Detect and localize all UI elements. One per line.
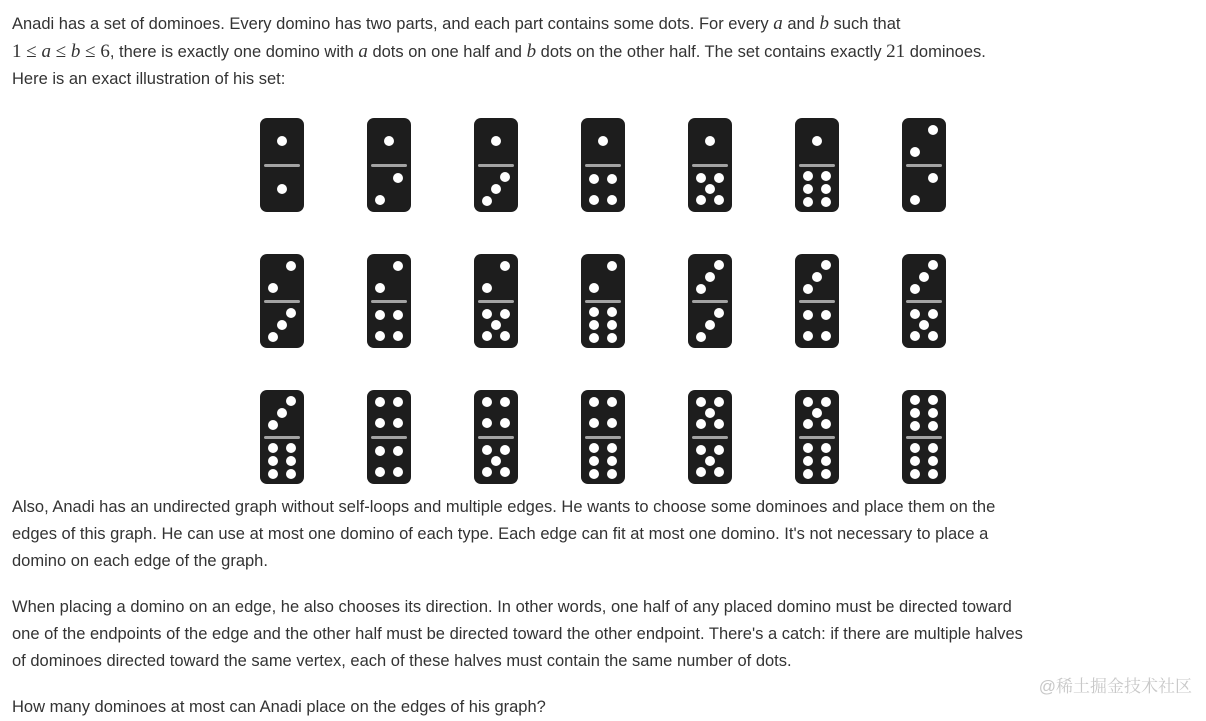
domino-1-1	[260, 118, 304, 212]
text-run: edges of this graph. He can use at most one domino of each type. Each edge can fit at most one domino. It's not necessary to place a	[12, 525, 989, 543]
pip	[375, 397, 385, 407]
pip	[482, 309, 492, 319]
pip	[714, 173, 724, 183]
pip	[607, 320, 617, 330]
domino-row	[260, 254, 946, 348]
pip	[375, 446, 385, 456]
domino-half-4	[367, 303, 411, 349]
math-run: b	[526, 41, 537, 62]
pip	[928, 443, 938, 453]
math-run: ≤	[80, 41, 101, 62]
text-run: one of the endpoints of the edge and the other half must be directed toward the other endpoint. There's a catch: if there are multiple halves	[12, 625, 1023, 643]
pip	[607, 174, 617, 184]
math-run: 6	[100, 41, 110, 62]
pip	[803, 469, 813, 479]
domino-half-2	[367, 254, 411, 300]
pip	[393, 331, 403, 341]
domino-half-1	[581, 118, 625, 164]
pip	[910, 309, 920, 319]
domino-half-1	[367, 118, 411, 164]
pip	[607, 261, 617, 271]
pip	[482, 196, 492, 206]
pip	[705, 456, 715, 466]
domino-6-6	[902, 390, 946, 484]
text-run: of dominoes directed toward the same vertex, each of these halves must contain the same number of dots.	[12, 652, 792, 670]
domino-half-1	[260, 118, 304, 164]
pip	[500, 172, 510, 182]
pip	[696, 419, 706, 429]
math-run: a	[41, 41, 51, 62]
pip	[589, 418, 599, 428]
domino-half-2	[902, 167, 946, 213]
text-run: How many dominoes at most can Anadi place on the edges of his graph?	[12, 698, 546, 716]
pip	[696, 467, 706, 477]
pip	[821, 397, 831, 407]
text-run: dominoes.	[905, 43, 986, 61]
paragraph-direction-rules	[12, 594, 1194, 675]
domino-half-6	[795, 167, 839, 213]
pip	[589, 195, 599, 205]
text-run: When placing a domino on an edge, he also chooses its direction. In other words, one half of any placed domino must be directed toward	[12, 598, 1012, 616]
pip	[812, 408, 822, 418]
domino-half-1	[795, 118, 839, 164]
pip	[821, 171, 831, 181]
domino-2-5	[474, 254, 518, 348]
pip	[375, 331, 385, 341]
pip	[491, 320, 501, 330]
pip	[598, 136, 608, 146]
problem-statement	[12, 10, 1194, 721]
pip	[714, 445, 724, 455]
domino-half-3	[260, 303, 304, 349]
pip	[696, 195, 706, 205]
pip	[705, 184, 715, 194]
domino-4-5	[474, 390, 518, 484]
pip	[393, 467, 403, 477]
pip	[705, 408, 715, 418]
pip	[803, 456, 813, 466]
pip	[589, 443, 599, 453]
pip	[910, 147, 920, 157]
pip	[714, 195, 724, 205]
pip	[821, 469, 831, 479]
pip	[607, 418, 617, 428]
pip	[277, 320, 287, 330]
pip	[500, 331, 510, 341]
domino-4-4	[367, 390, 411, 484]
pip	[268, 332, 278, 342]
pip	[714, 397, 724, 407]
domino-row	[260, 390, 946, 484]
domino-half-3	[688, 303, 732, 349]
pip	[393, 173, 403, 183]
paragraph-domino-set	[12, 10, 1194, 93]
pip	[589, 469, 599, 479]
pip	[928, 421, 938, 431]
pip	[482, 397, 492, 407]
pip	[928, 125, 938, 135]
pip	[286, 443, 296, 453]
pip	[482, 445, 492, 455]
domino-half-4	[367, 439, 411, 485]
pip	[821, 310, 831, 320]
pip	[803, 443, 813, 453]
pip	[803, 331, 813, 341]
pip	[910, 331, 920, 341]
text-run: Also, Anadi has an undirected graph without self-loops and multiple edges. He wants to choose some dominoes and place them on the	[12, 498, 996, 516]
pip	[375, 310, 385, 320]
pip	[286, 261, 296, 271]
pip	[803, 284, 813, 294]
pip	[919, 272, 929, 282]
domino-5-6	[795, 390, 839, 484]
pip	[607, 333, 617, 343]
pip	[928, 395, 938, 405]
pip	[910, 195, 920, 205]
pip	[919, 320, 929, 330]
pip	[607, 443, 617, 453]
pip	[803, 197, 813, 207]
pip	[696, 332, 706, 342]
pip	[286, 396, 296, 406]
domino-half-5	[474, 439, 518, 485]
domino-row	[260, 118, 946, 212]
math-run: 1	[12, 41, 22, 62]
pip	[268, 456, 278, 466]
pip	[375, 283, 385, 293]
pip	[286, 308, 296, 318]
pip	[500, 309, 510, 319]
domino-half-2	[260, 254, 304, 300]
pip	[589, 320, 599, 330]
pip	[714, 260, 724, 270]
pip	[384, 136, 394, 146]
pip	[491, 136, 501, 146]
pip	[482, 467, 492, 477]
domino-2-2	[902, 118, 946, 212]
pip	[491, 456, 501, 466]
pip	[500, 397, 510, 407]
domino-1-3	[474, 118, 518, 212]
domino-half-3	[260, 390, 304, 436]
domino-half-5	[474, 303, 518, 349]
domino-half-2	[474, 254, 518, 300]
pip	[696, 445, 706, 455]
pip	[803, 397, 813, 407]
pip	[500, 261, 510, 271]
domino-half-2	[367, 167, 411, 213]
domino-half-4	[367, 390, 411, 436]
pip	[821, 443, 831, 453]
pip	[812, 272, 822, 282]
domino-half-6	[902, 390, 946, 436]
pip	[803, 184, 813, 194]
pip	[277, 184, 287, 194]
pip	[589, 174, 599, 184]
text-run: such that	[828, 15, 901, 33]
pip	[393, 418, 403, 428]
domino-1-5	[688, 118, 732, 212]
pip	[375, 195, 385, 205]
pip	[714, 467, 724, 477]
pip	[928, 408, 938, 418]
text-run: Here is an exact illustration of his set:	[12, 70, 286, 88]
domino-half-6	[902, 439, 946, 485]
pip	[910, 469, 920, 479]
pip	[803, 171, 813, 181]
domino-half-5	[688, 167, 732, 213]
domino-2-6	[581, 254, 625, 348]
pip	[393, 397, 403, 407]
math-run: ≤	[50, 41, 71, 62]
pip	[928, 331, 938, 341]
pip	[910, 443, 920, 453]
pip	[375, 418, 385, 428]
pip	[277, 136, 287, 146]
domino-half-1	[260, 167, 304, 213]
pip	[500, 445, 510, 455]
paragraph-graph-rules	[12, 494, 1194, 575]
text-run: dots on the other half. The set contains exactly	[536, 43, 887, 61]
pip	[607, 397, 617, 407]
domino-3-3	[688, 254, 732, 348]
pip	[268, 469, 278, 479]
pip	[500, 418, 510, 428]
pip	[482, 331, 492, 341]
pip	[714, 308, 724, 318]
pip	[286, 456, 296, 466]
domino-half-4	[795, 303, 839, 349]
pip	[696, 284, 706, 294]
domino-half-2	[581, 254, 625, 300]
watermark: @稀土掘金技术社区	[1038, 677, 1192, 696]
pip	[910, 408, 920, 418]
domino-half-6	[260, 439, 304, 485]
pip	[821, 456, 831, 466]
domino-half-3	[688, 254, 732, 300]
pip	[589, 307, 599, 317]
domino-half-5	[688, 390, 732, 436]
pip	[803, 419, 813, 429]
math-run: a	[358, 41, 368, 62]
pip	[803, 310, 813, 320]
domino-half-5	[902, 303, 946, 349]
domino-half-4	[474, 390, 518, 436]
pip	[705, 320, 715, 330]
pip	[589, 333, 599, 343]
pip	[268, 283, 278, 293]
domino-half-5	[688, 439, 732, 485]
domino-half-2	[902, 118, 946, 164]
pip	[482, 283, 492, 293]
domino-half-1	[474, 118, 518, 164]
math-run: ≤	[21, 41, 42, 62]
domino-half-4	[581, 390, 625, 436]
pip	[928, 309, 938, 319]
pip	[696, 173, 706, 183]
math-run: b	[819, 13, 829, 34]
pip	[268, 420, 278, 430]
domino-5-5	[688, 390, 732, 484]
pip	[500, 467, 510, 477]
pip	[696, 397, 706, 407]
text-run: Anadi has a set of dominoes. Every domino has two parts, and each part contains some dots. For every	[12, 15, 774, 33]
pip	[928, 456, 938, 466]
domino-half-6	[581, 303, 625, 349]
domino-half-6	[795, 439, 839, 485]
pip	[607, 469, 617, 479]
pip	[268, 443, 278, 453]
pip	[910, 284, 920, 294]
domino-half-6	[581, 439, 625, 485]
pip	[607, 195, 617, 205]
domino-half-5	[795, 390, 839, 436]
pip	[705, 272, 715, 282]
pip	[393, 446, 403, 456]
domino-set-illustration	[260, 118, 946, 484]
pip	[393, 261, 403, 271]
text-run: , there is exactly one domino with	[109, 43, 359, 61]
math-run: a	[773, 13, 783, 34]
domino-1-4	[581, 118, 625, 212]
pip	[812, 136, 822, 146]
domino-half-4	[581, 167, 625, 213]
text-run: and	[782, 15, 820, 33]
domino-4-6	[581, 390, 625, 484]
pip	[482, 418, 492, 428]
domino-half-3	[795, 254, 839, 300]
domino-1-2	[367, 118, 411, 212]
pip	[821, 197, 831, 207]
text-run: dots on one half and	[367, 43, 527, 61]
domino-3-6	[260, 390, 304, 484]
pip	[286, 469, 296, 479]
domino-3-4	[795, 254, 839, 348]
pip	[821, 331, 831, 341]
domino-half-1	[688, 118, 732, 164]
domino-3-5	[902, 254, 946, 348]
pip	[910, 421, 920, 431]
pip	[375, 467, 385, 477]
domino-half-3	[474, 167, 518, 213]
pip	[821, 184, 831, 194]
pip	[589, 456, 599, 466]
pip	[928, 469, 938, 479]
domino-1-6	[795, 118, 839, 212]
pip	[821, 419, 831, 429]
math-run: b	[70, 41, 81, 62]
pip	[491, 184, 501, 194]
math-run: 21	[886, 41, 906, 62]
pip	[714, 419, 724, 429]
domino-2-3	[260, 254, 304, 348]
pip	[393, 310, 403, 320]
domino-2-4	[367, 254, 411, 348]
pip	[910, 395, 920, 405]
pip	[589, 397, 599, 407]
pip	[607, 307, 617, 317]
pip	[589, 283, 599, 293]
pip	[821, 260, 831, 270]
text-run: domino on each edge of the graph.	[12, 552, 268, 570]
domino-half-3	[902, 254, 946, 300]
pip	[928, 173, 938, 183]
pip	[705, 136, 715, 146]
pip	[607, 456, 617, 466]
pip	[928, 260, 938, 270]
pip	[910, 456, 920, 466]
pip	[277, 408, 287, 418]
